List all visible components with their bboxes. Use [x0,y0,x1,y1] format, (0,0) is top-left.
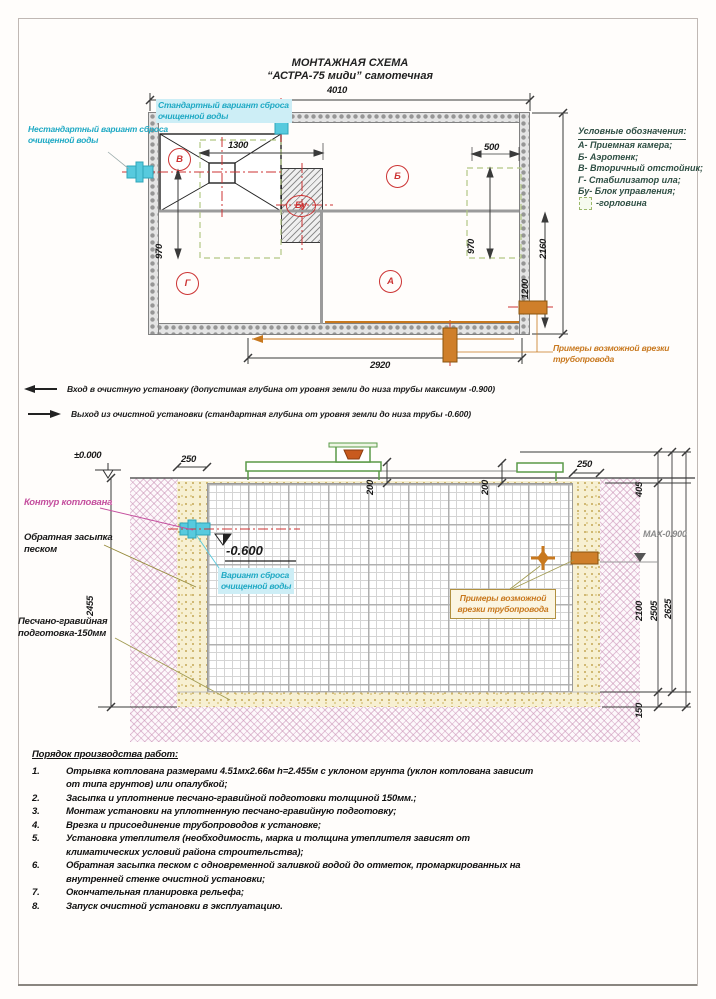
zero-level-mark-icon [95,463,121,478]
standard-outlet-label: Стандартный вариант сброса очищенной воды [156,99,292,123]
work-order-item: 3. Монтаж установки на уплотненную песчано-гравийную подготовку; [32,806,397,817]
nonstandard-outlet-label: Нестандартный вариант сброса очищенной воды [28,124,168,145]
leader-prep [115,638,230,700]
work-order-item: 8. Запуск очистной установки в эксплуатацию. [32,900,283,912]
compartment-label-b: Б [386,165,409,188]
inlet-note-text: Вход в очистную установку (допустимая глубина от уровня земли до низа трубы максимум -0.900) [67,384,495,394]
work-order-item: 1. Отрывка котлована размерами 4.51мх2.66м h=2.455м с уклоном грунта (уклон котлована зависит от типа грунтов) или опалубкой; [32,765,534,790]
legend-item-g: Г- Стабилизатор ила; [578,174,681,185]
work-order-item: 4. Врезка и присоединение трубопроводов к установке; [32,819,321,831]
gorlovina-swatch-icon [579,197,592,210]
compartment-label-g: Г [176,272,199,295]
plan-pipes-orange [252,301,553,362]
section-lids [246,443,563,481]
level-zero: ±0.000 [74,450,102,461]
dim-970-left: 970 [154,244,165,259]
plan-divider-vertical [320,212,323,324]
backfill-label: Обратная засыпка песком [24,532,113,555]
arrow-left-icon [24,385,57,393]
title-line1: МОНТАЖНАЯ СХЕМА [291,57,409,69]
section-dims-right [520,448,691,711]
prep-label: Песчано-гравийная подготовка-150мм [18,616,108,639]
dim-150: 150 [634,703,645,718]
section-pipes-orange [510,546,598,589]
work-order-heading: Порядок производства работ: [32,749,178,760]
plan-divider-horizontal [159,210,519,213]
dim-2160: 2160 [538,239,549,259]
dim-250-left: 250 [181,454,196,465]
compartment-label-a: А [379,270,402,293]
outlet-note-text: Выход из очистной установки (стандартная глубина от уровня земли до низа трубы -0.600) [71,409,471,419]
dim-970-right: 970 [466,239,477,254]
dim-200-right: 200 [480,480,491,495]
dim-4010: 4010 [327,85,347,96]
dim-2920: 2920 [370,360,390,371]
dim-1300: 1300 [228,140,248,151]
compartment-label-bu: Бу [286,195,316,217]
work-order-item: 2. Засыпка и уплотнение песчано-гравийной подготовки толщиной 150мм.; [32,792,417,804]
legend-heading: Условные обозначения: [578,126,686,140]
legend-item-a: А- Приемная камера; [578,140,673,150]
max-level-mark-icon [600,553,658,562]
outlet-note [28,409,471,419]
dim-500: 500 [484,142,499,153]
work-order-item: 6. Обратная засыпка песком с одновременной заливкой водой до отметок, промаркированных на внутренней стенке очистной установки; [32,860,521,885]
level-outlet: -0.600 [226,543,263,558]
leader-backfill [104,545,196,587]
pipe-examples-label-section: Примеры возможной врезки трубопровода [450,589,556,619]
legend-item-b: Б- Аэротенк; [578,151,639,162]
dim-2625: 2625 [663,599,674,619]
legend-gorlovina: -горловина [596,198,647,208]
legend-item-bu: Бу- Блок управления; [578,186,676,196]
dim-1200: 1200 [520,279,531,299]
dim-250-right: 250 [577,459,592,470]
pipe-examples-label-plan: Примеры возможной врезки трубопровода [553,343,670,364]
work-order-item: 5. Установка утеплителя (необходимость, марка и толщина утеплителя зависят от климатических условий района строительства); [32,833,470,858]
compartment-label-v: В [168,148,191,171]
dim-2100: 2100 [634,601,645,621]
leader-pit-contour [100,508,193,530]
title-line2: “АСТРА-75 миди” самотечная [267,70,433,82]
work-order-item: 7. Окончательная планировка рельефа; [32,887,244,898]
dim-200-left: 200 [365,480,376,495]
dim-2455: 2455 [85,596,96,616]
arrow-right-icon [28,410,61,418]
legend-item-v: В- Вторичный отстойник; [578,163,703,173]
pit-contour-label: Контур котлована [24,497,113,508]
inlet-note [24,384,495,394]
outlet-variant-label: Вариант сброса очищенной воды [218,568,294,594]
work-order-list [32,748,544,913]
level-max: MAX-0.900 [643,529,687,539]
section-dim-2455 [98,474,177,711]
dim-2505: 2505 [649,601,660,621]
plan-leader-nonstandard [108,152,129,169]
dim-405: 405 [634,482,645,497]
